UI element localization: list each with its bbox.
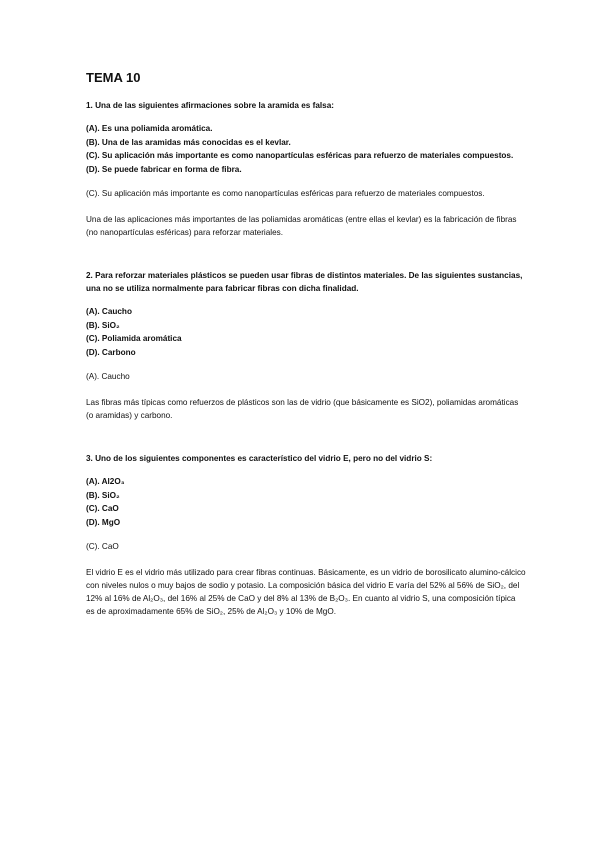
option-3c: (C). CaO [86, 504, 119, 513]
question-2: 2. Para reforzar materiales plásticos se pueden usar fibras de distintos materiales. De las siguientes sustancias, una no se utiliza normalmente para fabricar fibras con dicha finalidad. [86, 271, 523, 293]
option-3d: (D). MgO [86, 517, 121, 527]
option-3a: (A). Al2O₃ [86, 477, 125, 486]
question-1: 1. Una de las siguientes afirmaciones sobre la aramida es falsa: [86, 101, 335, 110]
option-1a: (A). Es una poliamida aromática. [86, 124, 213, 133]
answer-2: (A). Caucho [86, 372, 130, 381]
explanation-1: Una de las aplicaciones más importantes de las poliamidas aromáticas (entre ellas el kevlar) es la fabricación de fibras (no nanopartículas esféricas) para reforzar materiales. [86, 215, 517, 237]
answer-3: (C). CaO [86, 542, 119, 551]
explanation-3: El vidrio E es el vidrio más utilizado para crear fibras continuas. Básicamente, es un vidrio de borosilicato alumino-cálcico con niveles nulos o muy bajos de sodio y potasio. La composición básica del vidrio E varía del 52% al 56% de SiO₂, del 12% al 16% de Al₂O₃, del 16% al 25% de CaO y del 8% al 13% de B₂O₃. En cuanto al vidrio S, una composición típica es de aproximadamente 65% de SiO₂, 25% de Al₂O₃ y 10% de MgO. [86, 568, 526, 616]
answer-1: (C). Su aplicación más importante es como nanopartículas esféricas para refuerzo de materiales compuestos. [86, 189, 485, 198]
option-3b: (B). SiO₂ [86, 490, 120, 500]
page-title: TEMA 10 [86, 70, 141, 85]
option-2c: (C). Poliamida aromática [86, 334, 182, 343]
option-2b: (B). SiO₂ [86, 320, 120, 330]
question-3: 3. Uno de los siguientes componentes es característico del vidrio E, pero no del vidrio S: [86, 454, 433, 463]
options-1 [86, 122, 526, 176]
option-2d: (D). Carbono [86, 347, 136, 357]
option-1d: (D). Se puede fabricar en forma de fibra. [86, 164, 242, 174]
option-1b: (B). Una de las aramidas más conocidas es el kevlar. [86, 137, 291, 147]
options-2 [86, 305, 526, 359]
document-page [86, 70, 526, 618]
option-1c: (C). Su aplicación más importante es como nanopartículas esféricas para refuerzo de materiales compuestos. [86, 151, 514, 160]
options-3 [86, 475, 526, 529]
explanation-2: Las fibras más típicas como refuerzos de plásticos son las de vidrio (que básicamente es SiO2), poliamidas aromáticas (o aramidas) y carbono. [86, 398, 519, 420]
option-2a: (A). Caucho [86, 307, 132, 316]
